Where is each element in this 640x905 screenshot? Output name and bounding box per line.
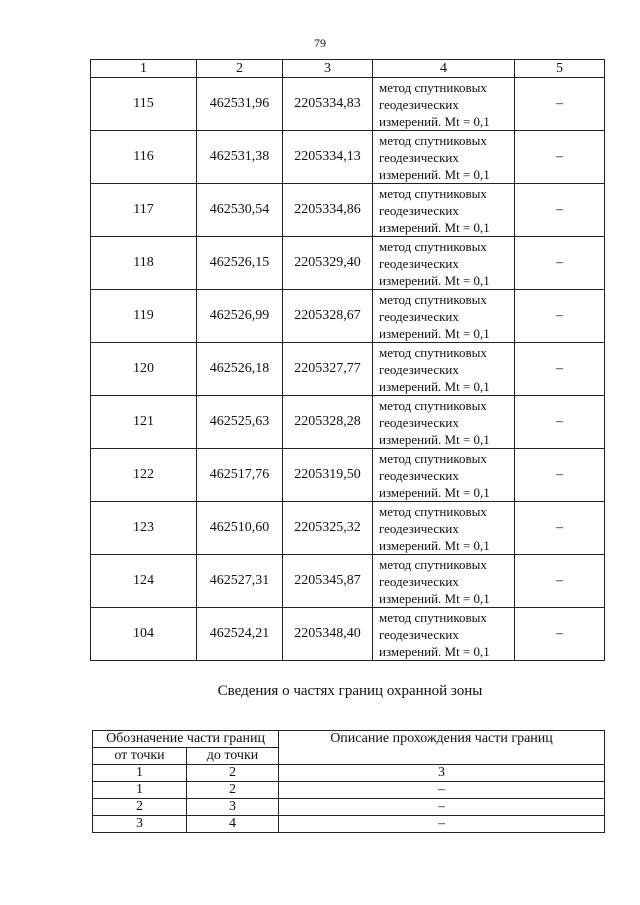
parts-index-row — [93, 765, 605, 782]
method-line: геодезических — [379, 626, 459, 642]
method-line: измерений. Mt = 0,1 — [379, 219, 490, 235]
method-line: геодезических — [379, 573, 459, 589]
y-coordinate-cell: 2205328,67 — [283, 290, 373, 343]
x-coordinate-cell: 462527,31 — [197, 555, 283, 608]
method-line: геодезических — [379, 361, 459, 377]
note-cell: – — [515, 502, 605, 555]
x-coordinate-cell: 462530,54 — [197, 184, 283, 237]
method-cell — [373, 449, 515, 502]
to-point-cell: 3 — [187, 799, 279, 816]
column-header: 5 — [515, 60, 605, 78]
description-cell: – — [279, 816, 605, 833]
point-number-cell: 122 — [91, 449, 197, 502]
method-cell — [373, 555, 515, 608]
parts-header-row — [93, 731, 605, 748]
method-line: геодезических — [379, 467, 459, 483]
boundary-parts-table — [92, 730, 605, 833]
method-line: геодезических — [379, 308, 459, 324]
method-line: метод спутниковых — [379, 238, 487, 254]
point-number-cell: 118 — [91, 237, 197, 290]
table-row — [91, 608, 605, 661]
note-cell: – — [515, 555, 605, 608]
method-cell — [373, 343, 515, 396]
note-cell: – — [515, 78, 605, 131]
method-cell — [373, 131, 515, 184]
column-header: 3 — [283, 60, 373, 78]
method-line: измерений. Mt = 0,1 — [379, 537, 490, 553]
index-cell: 3 — [279, 765, 605, 782]
method-line: метод спутниковых — [379, 450, 487, 466]
from-point-cell: 1 — [93, 782, 187, 799]
method-cell — [373, 290, 515, 343]
from-point-cell: 3 — [93, 816, 187, 833]
column-header: 2 — [197, 60, 283, 78]
method-line: измерений. Mt = 0,1 — [379, 643, 490, 659]
method-line: метод спутниковых — [379, 397, 487, 413]
method-line: геодезических — [379, 414, 459, 430]
note-cell: – — [515, 290, 605, 343]
note-cell: – — [515, 131, 605, 184]
point-number-cell: 117 — [91, 184, 197, 237]
method-cell — [373, 184, 515, 237]
table-row — [91, 396, 605, 449]
method-line: метод спутниковых — [379, 609, 487, 625]
designation-header: Обозначение части границ — [93, 731, 279, 748]
method-line: метод спутниковых — [379, 344, 487, 360]
table-row — [91, 343, 605, 396]
point-number-cell: 121 — [91, 396, 197, 449]
method-cell — [373, 237, 515, 290]
method-line: геодезических — [379, 520, 459, 536]
to-point-cell: 2 — [187, 782, 279, 799]
method-line: измерений. Mt = 0,1 — [379, 272, 490, 288]
point-number-cell: 104 — [91, 608, 197, 661]
method-line: метод спутниковых — [379, 79, 487, 95]
point-number-cell: 124 — [91, 555, 197, 608]
y-coordinate-cell: 2205329,40 — [283, 237, 373, 290]
to-point-cell: 4 — [187, 816, 279, 833]
table-row — [93, 816, 605, 833]
point-number-cell: 119 — [91, 290, 197, 343]
method-cell — [373, 608, 515, 661]
method-cell — [373, 396, 515, 449]
method-line: метод спутниковых — [379, 556, 487, 572]
note-cell: – — [515, 184, 605, 237]
method-cell — [373, 78, 515, 131]
method-line: метод спутниковых — [379, 185, 487, 201]
note-cell: – — [515, 449, 605, 502]
table-row — [93, 782, 605, 799]
description-cell: – — [279, 782, 605, 799]
point-number-cell: 116 — [91, 131, 197, 184]
table-row — [93, 799, 605, 816]
y-coordinate-cell: 2205328,28 — [283, 396, 373, 449]
description-cell: – — [279, 799, 605, 816]
point-number-cell: 115 — [91, 78, 197, 131]
method-line: геодезических — [379, 202, 459, 218]
note-cell: – — [515, 237, 605, 290]
x-coordinate-cell: 462517,76 — [197, 449, 283, 502]
index-cell: 1 — [93, 765, 187, 782]
x-coordinate-cell: 462510,60 — [197, 502, 283, 555]
table-row — [91, 502, 605, 555]
method-line: метод спутниковых — [379, 503, 487, 519]
method-line: измерений. Mt = 0,1 — [379, 166, 490, 182]
point-number-cell: 123 — [91, 502, 197, 555]
method-line: геодезических — [379, 149, 459, 165]
method-line: измерений. Mt = 0,1 — [379, 431, 490, 447]
method-cell — [373, 502, 515, 555]
method-line: измерений. Mt = 0,1 — [379, 378, 490, 394]
index-cell: 2 — [187, 765, 279, 782]
method-line: измерений. Mt = 0,1 — [379, 113, 490, 129]
table-row — [91, 131, 605, 184]
note-cell: – — [515, 608, 605, 661]
section-title: Сведения о частях границ охранной зоны — [217, 683, 483, 699]
x-coordinate-cell: 462526,99 — [197, 290, 283, 343]
x-coordinate-cell: 462531,38 — [197, 131, 283, 184]
x-coordinate-cell: 462524,21 — [197, 608, 283, 661]
table-row — [91, 449, 605, 502]
x-coordinate-cell: 462531,96 — [197, 78, 283, 131]
table-row — [91, 290, 605, 343]
coordinates-header-row — [91, 60, 605, 78]
method-line: измерений. Mt = 0,1 — [379, 325, 490, 341]
from-point-header: от точки — [93, 748, 187, 765]
method-line: метод спутниковых — [379, 291, 487, 307]
method-line: измерений. Mt = 0,1 — [379, 590, 490, 606]
y-coordinate-cell: 2205334,86 — [283, 184, 373, 237]
point-number-cell: 120 — [91, 343, 197, 396]
x-coordinate-cell: 462526,15 — [197, 237, 283, 290]
table-row — [91, 237, 605, 290]
y-coordinate-cell: 2205319,50 — [283, 449, 373, 502]
column-header: 1 — [91, 60, 197, 78]
page-number: 79 — [314, 36, 326, 50]
y-coordinate-cell: 2205345,87 — [283, 555, 373, 608]
column-header: 4 — [373, 60, 515, 78]
from-point-cell: 2 — [93, 799, 187, 816]
y-coordinate-cell: 2205327,77 — [283, 343, 373, 396]
note-cell: – — [515, 396, 605, 449]
method-line: геодезических — [379, 255, 459, 271]
description-header: Описание прохождения части границ — [279, 731, 605, 765]
method-line: измерений. Mt = 0,1 — [379, 484, 490, 500]
note-cell: – — [515, 343, 605, 396]
y-coordinate-cell: 2205325,32 — [283, 502, 373, 555]
method-line: геодезических — [379, 96, 459, 112]
y-coordinate-cell: 2205334,83 — [283, 78, 373, 131]
y-coordinate-cell: 2205334,13 — [283, 131, 373, 184]
coordinates-table — [90, 59, 605, 661]
table-row — [91, 184, 605, 237]
to-point-header: до точки — [187, 748, 279, 765]
method-line: метод спутниковых — [379, 132, 487, 148]
y-coordinate-cell: 2205348,40 — [283, 608, 373, 661]
table-row — [91, 78, 605, 131]
table-row — [91, 555, 605, 608]
x-coordinate-cell: 462526,18 — [197, 343, 283, 396]
x-coordinate-cell: 462525,63 — [197, 396, 283, 449]
